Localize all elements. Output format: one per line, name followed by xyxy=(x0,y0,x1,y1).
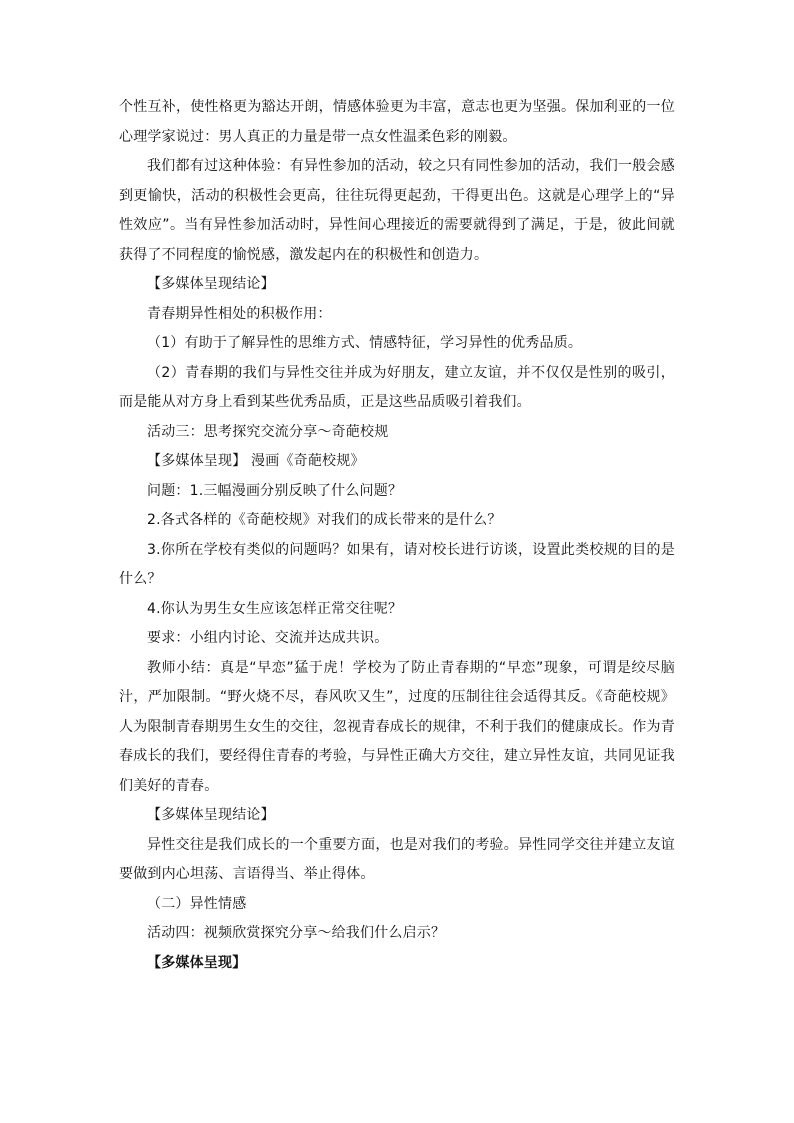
question-1: 问题：1.三幅漫画分别反映了什么问题？ xyxy=(147,482,403,499)
question-2: 2.各式各样的《奇葩校规》对我们的成长带来的是什么？ xyxy=(147,512,502,528)
multimedia-conclusion-heading-2: 【多媒体呈现结论】 xyxy=(147,807,275,823)
question-3: 3.你所在学校有类似的问题吗？如果有，请对校长进行访谈，设置此类校规的目的是什么？ xyxy=(119,541,675,587)
activity-four-heading: 活动四：视频欣赏探究分享～给我们什么启示？ xyxy=(147,925,446,941)
document-page xyxy=(119,93,675,978)
question-4: 4.你认为男生女生应该怎样正常交往呢？ xyxy=(147,600,403,617)
paragraph-opposite-sex-effect: 我们都有过这种体验：有异性参加的活动，较之只有同性参加的活动，我们一般会感到更愉快，活动的积极性会更高，往往玩得更起劲，干得更出色。这就是心理学上的“异性效应”。当有异性参加活动时，异性间心理接近的需要就得到了满足，于是，彼此间就获得了不同程度的愉悦感，激发起内在的积极性和创造力。 xyxy=(119,158,675,263)
paragraph-personality-complement: 个性互补，使性格更为豁达开朗，情感体验更为丰富，意志也更为坚强。保加利亚的一位心理学家说过：男人真正的力量是带一点女性温柔色彩的刚毅。 xyxy=(119,99,675,145)
multimedia-heading-bold: 【多媒体呈现】 xyxy=(147,954,247,971)
teacher-summary: 教师小结：真是“早恋”猛于虎！学校为了防止青春期的“早恋”现象，可谓是绞尽脑汁，严加限制。“野火烧不尽，春风吹又生”，过度的压制往往会适得其反。《奇葩校规》人为限制青春期男生女生的交往，忽视青春成长的规律，不利于我们的健康成长。作为青春成长的我们，要经得住青春的考验，与异性正确大方交往，建立异性友谊，共同见证我们美好的青春。 xyxy=(119,659,675,794)
multimedia-comic-heading: 【多媒体呈现】 漫画《奇葩校规》 xyxy=(147,453,365,469)
multimedia-conclusion-heading-1: 【多媒体呈现结论】 xyxy=(147,276,275,292)
activity-three-heading: 活动三：思考探究交流分享～奇葩校规 xyxy=(147,423,389,440)
section-heading-opposite-sex-emotion: （二）异性情感 xyxy=(147,895,247,912)
positive-effect-item-1: （1）有助于了解异性的思维方式、情感特征，学习异性的优秀品质。 xyxy=(147,335,583,351)
conclusion-friendship: 异性交往是我们成长的一个重要方面，也是对我们的考验。异性同学交往并建立友谊要做到内心坦荡、言语得当、举止得体。 xyxy=(119,836,675,882)
requirement-text: 要求：小组内讨论、交流并达成共识。 xyxy=(147,630,389,646)
positive-effects-heading: 青春期异性相处的积极作用： xyxy=(147,305,332,322)
positive-effect-item-2: （2）青春期的我们与异性交往并成为好朋友，建立友谊，并不仅仅是性别的吸引，而是能从对方身上看到某些优秀品质，正是这些品质吸引着我们。 xyxy=(119,364,675,410)
